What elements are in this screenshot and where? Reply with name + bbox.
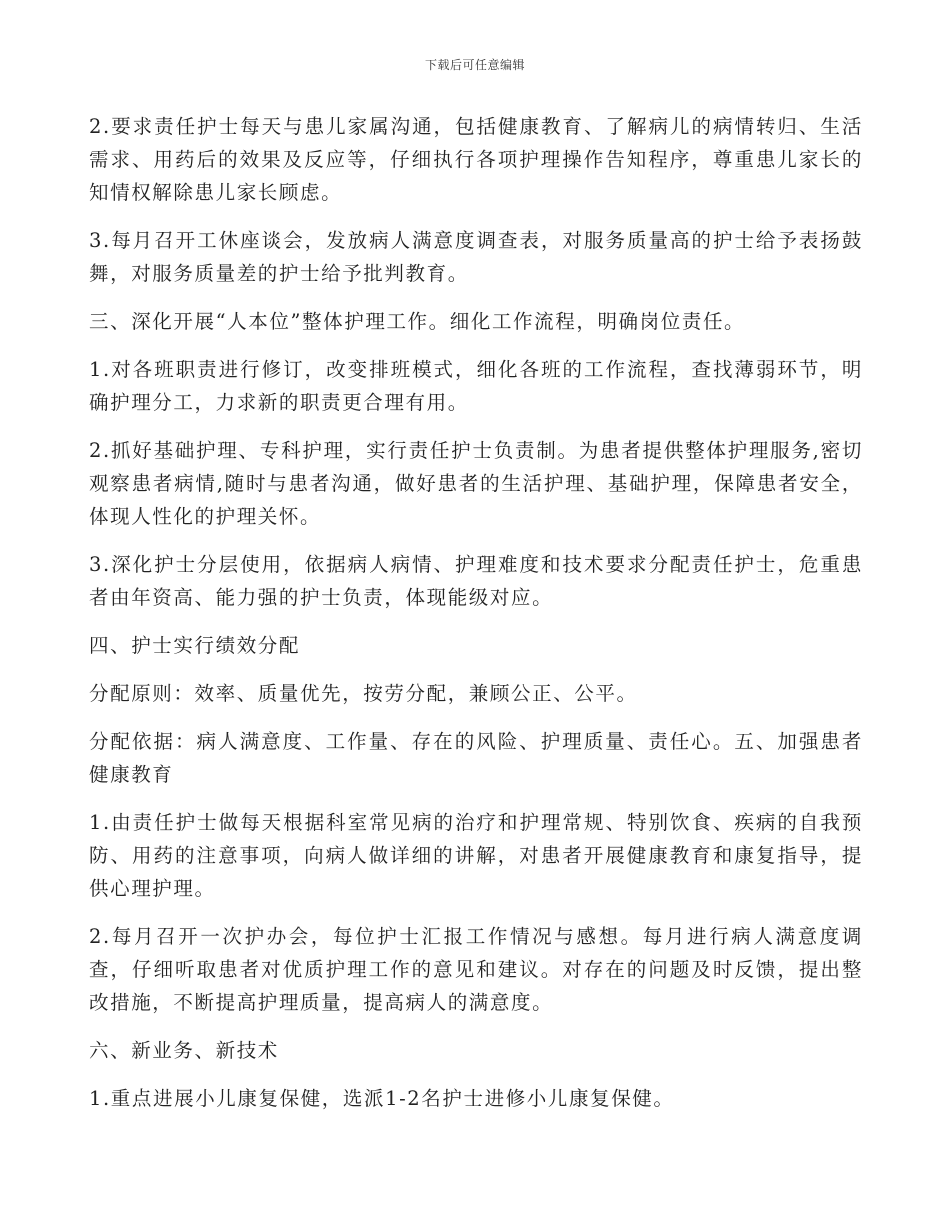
paragraph: 1.重点进展小儿康复保健，选派1-2名护士进修小儿康复保健。 — [89, 1087, 675, 1110]
paragraph: 2.每月召开一次护办会，每位护士汇报工作情况与感想。每月进行病人满意度调查，仔细听取患者对优质护理工作的意见和建议。对存在的问题及时反馈，提出整改措施，不断提高护理质量，提高病人的满意度。 — [89, 925, 863, 1014]
paragraph: 3.深化护士分层使用，依据病人病情、护理难度和技术要求分配责任护士，危重患者由年资高、能力强的护士负责，体现能级对应。 — [89, 553, 863, 609]
paragraph: 分配依据：病人满意度、工作量、存在的风险、护理质量、责任心。五、加强患者健康教育 — [89, 730, 863, 786]
section-heading: 四、护士实行绩效分配 — [89, 634, 301, 657]
paragraph: 3.每月召开工休座谈会，发放病人满意度调查表，对服务质量高的护士给予表扬鼓舞，对服务质量差的护士给予批判教育。 — [89, 229, 863, 285]
section-heading: 三、深化开展“人本位”整体护理工作。细化工作流程，明确岗位责任。 — [89, 310, 746, 333]
paragraph: 2.抓好基础护理、专科护理，实行责任护士负责制。为患者提供整体护理服务,密切观察患者病情,随时与患者沟通，做好患者的生活护理、基础护理，保障患者安全，体现人性化的护理关怀。 — [89, 439, 863, 528]
page-header: 下载后可任意编辑 — [424, 58, 525, 72]
paragraph: 1.由责任护士做每天根据科室常见病的治疗和护理常规、特别饮食、疾病的自我预防、用药的注意事项，向病人做详细的讲解，对患者开展健康教育和康复指导，提供心理护理。 — [89, 811, 863, 900]
section-heading: 六、新业务、新技术 — [89, 1039, 279, 1062]
paragraph: 分配原则：效率、质量优先，按劳分配，兼顾公正、公平。 — [89, 682, 638, 705]
paragraph: 2.要求责任护士每天与患儿家属沟通，包括健康教育、了解病儿的病情转归、生活需求、用药后的效果及反应等，仔细执行各项护理操作告知程序，尊重患儿家长的知情权解除患儿家长顾虑。 — [89, 115, 863, 204]
document-body — [89, 110, 863, 1130]
paragraph: 1.对各班职责进行修订，改变排班模式，细化各班的工作流程，查找薄弱环节，明确护理分工，力求新的职责更合理有用。 — [89, 358, 863, 414]
